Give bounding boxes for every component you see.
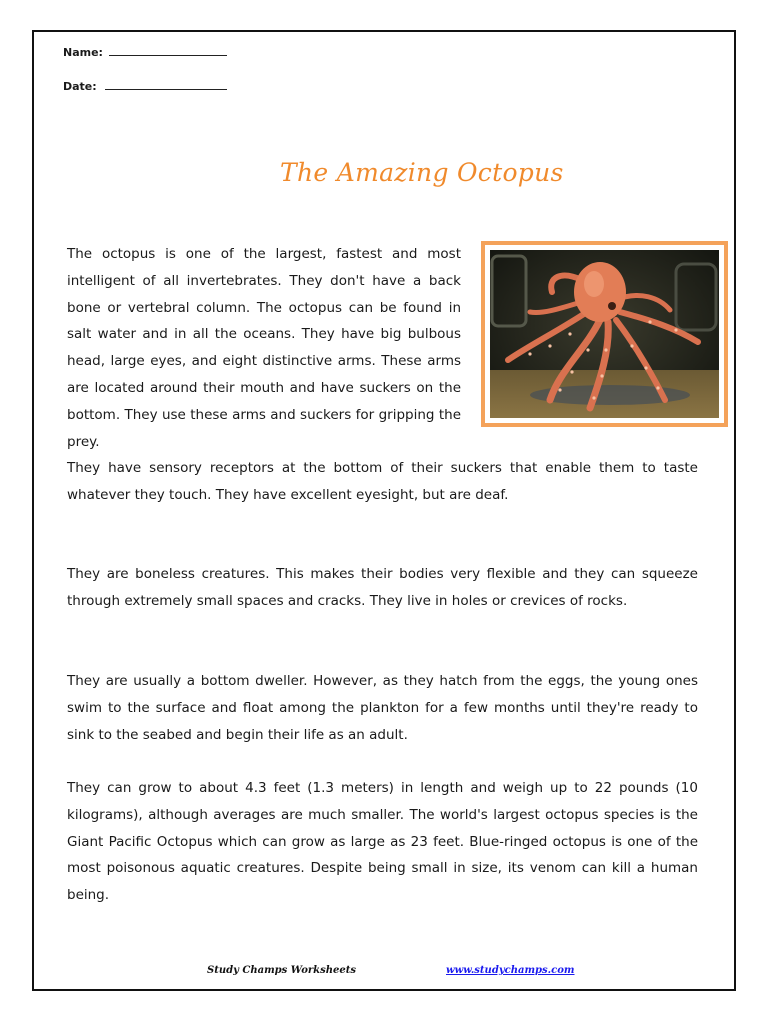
paragraph-bottom-dweller: They are usually a bottom dweller. However, as they hatch from the eggs, the young ones swim to the surface and float among the plankton for a few months until they're ready to sink to the seabed and begin their life as an adult. [67, 673, 698, 743]
paragraph-intro: The octopus is one of the largest, fastest and most intelligent of all invertebrates. They don't have a back bone or vertebral column. The octopus can be found in salt water and in all the oceans. They have big bulbous head, large eyes, and eight distinctive arms. These arms are located around their mouth and have suckers on the bottom. They use these arms and suckers for gripping the prey. [67, 246, 461, 450]
footer-brand: Study Champs Worksheets [207, 965, 356, 976]
paragraph-intro-continued: They have sensory receptors at the bottom of their suckers that enable them to taste whatever they touch. They have excellent eyesight, but are deaf. [67, 460, 698, 503]
name-field [63, 46, 227, 59]
page-title: The Amazing Octopus [280, 158, 564, 187]
date-blank-line[interactable] [105, 80, 227, 90]
photo-mat [485, 245, 724, 423]
name-label: Name: [63, 46, 103, 59]
date-field [63, 80, 227, 93]
octopus-photo-frame [481, 241, 728, 427]
date-label: Date: [63, 80, 97, 93]
paragraph-size: They can grow to about 4.3 feet (1.3 meters) in length and weigh up to 22 pounds (10 kilograms), although averages are much smaller. The world's largest octopus species is the Giant Pacific Octopus which can grow as large as 23 feet. Blue-ringed octopus is one of the most poisonous aquatic creatures. Despite being small in size, its venom can kill a human being. [67, 780, 698, 904]
footer-link[interactable]: www.studychamps.com [446, 965, 575, 976]
paragraph-boneless: They are boneless creatures. This makes their bodies very flexible and they can squeeze through extremely small spaces and cracks. They live in holes or crevices of rocks. [67, 566, 698, 609]
octopus-photo [490, 250, 719, 418]
name-blank-line[interactable] [109, 46, 227, 56]
